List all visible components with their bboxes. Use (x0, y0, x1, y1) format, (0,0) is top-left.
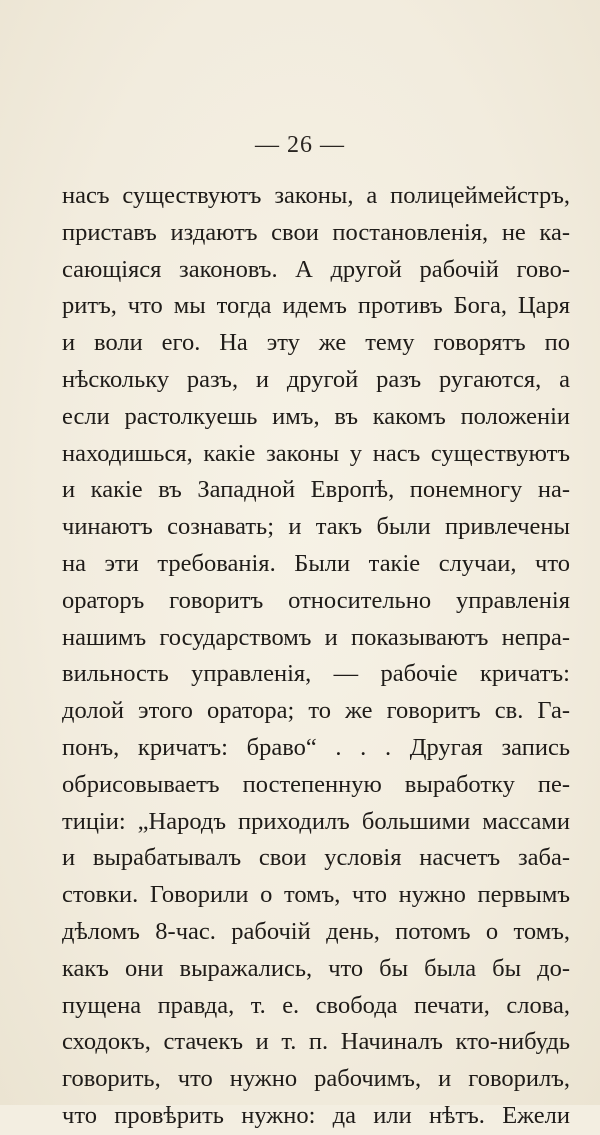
text-line: ораторъ говоритъ относительно управленія (62, 586, 570, 614)
text-line: обрисовываетъ постепенную выработку пе- (62, 770, 570, 798)
text-line: пущена правда, т. е. свобода печати, слова, (62, 991, 570, 1019)
text-line: если растолкуешь имъ, въ какомъ положеніи (62, 402, 570, 430)
text-line: ритъ, что мы тогда идемъ противъ Бога, Царя (62, 292, 570, 320)
text-line: дѣломъ 8-час. рабочій день, потомъ о томъ, (62, 917, 570, 945)
text-line: и какіе въ Западной Европѣ, понемногу на- (62, 476, 570, 504)
text-line: говорить, что нужно рабочимъ, и говорилъ, (62, 1065, 570, 1093)
text-line: вильность управленія, — рабочіе кричатъ: (62, 660, 570, 688)
text-line: тиціи: „Народъ приходилъ большими массами (62, 807, 570, 835)
text-line: какъ они выражались, что бы была бы до- (62, 954, 570, 982)
text-line: на эти требованія. Были такіе случаи, что (62, 549, 570, 577)
text-line: и вырабатывалъ свои условія насчетъ заба- (62, 844, 570, 872)
text-line: насъ существуютъ законы, а полицеймейстръ, (62, 182, 570, 209)
text-line: приставъ издаютъ свои постановленія, не ка- (62, 218, 570, 246)
text-line: нашимъ государствомъ и показываютъ непра- (62, 623, 570, 651)
text-line: понъ, кричатъ: браво“ . . . Другая запись (62, 733, 570, 761)
body-text (62, 178, 570, 1135)
page-number: — 26 — (255, 132, 345, 158)
text-line: и воли его. На эту же тему говорятъ по (62, 329, 570, 357)
text-line: долой этого оратора; то же говоритъ св. Га- (62, 697, 570, 725)
text-line: сающіяся законовъ. А другой рабочій гово- (62, 255, 570, 283)
text-line: находишься, какіе законы у насъ существуютъ (62, 439, 570, 467)
text-line: стовки. Говорили о томъ, что нужно первымъ (62, 881, 570, 909)
text-line: что провѣрить нужно: да или нѣтъ. Ежели (62, 1101, 570, 1129)
text-line: чинаютъ сознавать; и такъ были привлечены (62, 513, 570, 541)
text-line: сходокъ, стачекъ и т. п. Начиналъ кто-нибудь (62, 1028, 570, 1056)
text-line: нѣскольку разъ, и другой разъ ругаются, а (62, 365, 570, 393)
